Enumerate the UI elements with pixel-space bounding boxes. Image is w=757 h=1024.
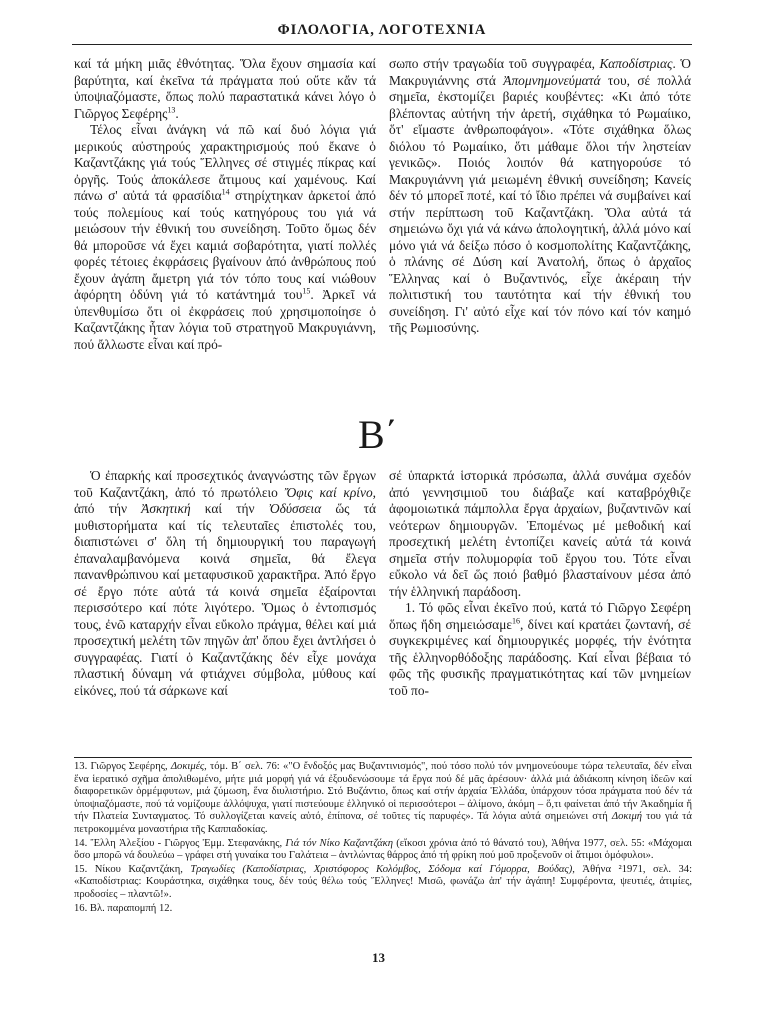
section-heading: Β΄: [358, 412, 398, 457]
paragraph: [389, 600, 691, 699]
italic-title: Καποδίστριας: [599, 56, 673, 71]
footnote-14: [74, 838, 692, 863]
footnote-16: 16. Βλ. παραπομπή 12.: [74, 902, 173, 914]
column-top-right: [389, 56, 691, 337]
footnote-ref: 16: [512, 616, 520, 626]
paragraph: [74, 122, 376, 353]
footnote-13: [74, 761, 692, 837]
text-run: σωπο στήν τραγωδία τοῦ συγγραφέα,: [389, 56, 600, 71]
column-top-left: [74, 56, 376, 353]
text-run: , Ἀθήνα ²1971, σελ. 34: «Καποδίστριας: Κουράστηκα, σιχάθηκα τους, δέν τούς θέλω τούς Ἕλληνες! Μισῶ, φωνάζω ἀπ' τήν ἀγάπη! Συμφέροντα, ψευτιές, ἀτιμίες, προδοσίες – πλαντῶ!».: [74, 863, 693, 900]
text-run: του, σέ πολλά σημεῖα, ἐκστομίζει βαριές κουβέντες: «Κι ἀπό τότε βλέποντας αὐτήνη τήν ἀρετή, σιχάθηκα τό Ρωμαίικο, ὅτ' εἴμαστε ἀνθρωποφάγοι». «Τότε σιχάθηκα ὅλως διόλου τό Ρωμαίικο, ὅτι μάθαμε ὅλοι τήν ληστείαν γενικῶς». Ποιός λοιπόν θά κατηγορούσε τό Μακρυγιάννη γιά μειωμένη ἐθνική συνείδηση; Κανείς δέν τό μπορεῖ ποτέ, καί τό ἴδιο πρέπει νά συμβαίνει καί στήν περίπτωση τοῦ Καζαντζάκη. Ὅλα αὐτά τά σημειώνω ὄχι γιά νά κάνω ἀπολογητική, ἀλλά μόνο καί μόνο γιά νά δείξω πόσο ὁ κοσμοπολίτης Καζαντζάκης, ὁ πλάνης σέ Δύση καί Ἀνατολή, ὅπως ὁ ἀρχαῖος Ἕλληνας καί ὁ Βυζαντινός, εἶχε ἀκέραιη τήν πολιτιστική του ταυτότητα καί τήν ἐθνική του συνείδηση. Γι' αὐτό εἶχε καί τόν πόνο καί τόν καημό τῆς Ρωμιοσύνης.: [389, 72, 691, 335]
footnote-rule: [74, 757, 692, 758]
italic-title: Ὀδύσσεια: [268, 501, 322, 516]
italic-title: Δοκιμές: [170, 761, 205, 772]
text-run: . Ὁ Μακρυγιάννης στά: [389, 56, 691, 88]
paragraph: σέ ὑπαρκτά ἱστορικά πρόσωπα, ἀλλά συνάμα σχεδόν ἀπό γεννησιμιοῦ του διάβαζε καί καταβρόχθιζε ἀφομοιωτικά πάμπολλα ἔργα ἀρχαίων, βυζαντινῶν καί νεότερων δημιουργῶν. Ἑπομένως μέ μεθοδική καί προσεχτική μελέτη ἐντοπίζει κανείς αὐτά τά κοινά σημεῖα στήν πολυμορφία τοῦ ἔργου του. Τότε εἶναι εὔκολο νά δεῖ ὥς ποιό βαθμό βλασταίνουν μέσα ἀπό τήν ἑλληνική παράδοση.: [389, 468, 691, 599]
footnotes: [74, 761, 692, 916]
italic-title: Ὄφις καί κρίνο: [284, 484, 373, 500]
running-header: ΦΙΛΟΛΟΓΙΑ, ΛΟΓΟΤΕΧΝΙΑ: [277, 22, 487, 38]
italic-title: Γιά τόν Νίκο Καζαντζάκη: [285, 837, 393, 849]
footnote-ref: 14: [221, 187, 230, 197]
paragraph: [389, 56, 691, 337]
text-run: Ὁ ἐπαρκής καί προσεχτικός ἀναγνώστης τῶν ἔργων τοῦ Καζαντζάκη, ἀπό τό πρωτόλειο: [74, 468, 376, 500]
text-run: 14. Ἔλλη Ἀλεξίου - Γιῶργος Ἐμμ. Στεφανάκης,: [74, 837, 286, 849]
text-run: 13. Γιῶργος Σεφέρης,: [74, 761, 171, 772]
text-run: ὥς τά μυθιστορήματα καί τίς τελευταῖες ἐπιστολές του, διαπιστώνει σ' ὅλη τή δημιουργική του παραγωγή ἐπαναλαμβανόμενα κοινά σημεῖα, θά ἔλεγα πανανθρώπινου καί μεταφυσικοῦ χαρακτῆρα. Ἀπό ἔργο σέ ἔργο πότε αὐτά τά κοινά σημεῖα ἐξαίρονται περισσότερο καί πότε λιγότερο. Ὅμως ὁ ἐντοπισμός τους, ἐνῶ καταρχήν εἶναι εὔκολο πράγμα, θέλει καί μιά προσεχτική μελέτη τῶν πηγῶν ἀπ' ὅπου ἔχει ἀντλήσει ὁ συγγραφέας. Γιατί ὁ Καζαντζάκης δέν εἶχε μονάχα πλαστική δύναμη νά φτιάχνει σύμβολα, μύθους καί εἰκόνες, πού τά σάρκωνε καί: [74, 501, 376, 698]
page-number: 13: [372, 950, 385, 965]
text-run: , τόμ. Β΄ σελ. 76: «"Ο ἔνδοξός μας Βυζαντινισμός", πού τόσο πολύ τόν μνημονεύουμε τώρα τελευταῖα, δέν εἶναι ἕνα ἱερατικό σχῆμα ἀπολιθωμένο, μήτε μιά μορφή γιά νά ἐξουδενώσουμε τά ἔργα πού δέ μᾶς ἀρέσουν· ἀλλά μιά ἀδιάκοπη κίνηση ἰδεῶν καί διαφορετικῶν ὁρμέμφυτων, μιά ζύμωση, ἕνα διυλιστήριο. Στό Βυζάντιο, ὅπως καί στήν ἀρχαία Ἑλλάδα, ὑπάρχουν τόσα πράγματα πού δέν τά ὑποψιαζόμαστε, πού τά νομίζουμε ἀλλόψυχα, γιατί πιστεύουμε ἑλληνικό οἱ περισσότεροι – ἀλίμονο, ἀκόμη – ὅ,τι φαίνεται ἀπό τήν Ἀκαδημία ἤ τήν Πλατεία Συνταγματος. Τό συλλογίζεται κανείς αὐτό, ἐπίπονα, σέ τοῦτες τίς παρυφές». Τά λόγια αὐτά σημειώνει στή: [74, 761, 692, 823]
header-rule: [72, 44, 692, 45]
italic-title: Δοκιμή: [611, 811, 643, 823]
text-run: , δίνει καί κρατάει ζωντανή, σέ συγκεκριμένες καί δημιουργικές μορφές, τήν ἑνότητα τῆς ἑλληνορθόδοξης παράδοσης. Καί εἶναι βέβαια τό φῶς τῆς φυσικῆς πραγματικότητας καί τῶν μνημείων τοῦ πο-: [389, 616, 691, 698]
text-run: .: [175, 105, 179, 121]
footnote-ref: 15: [302, 286, 311, 296]
footnote-ref: 13: [167, 105, 176, 115]
text-run: καί τά μήκη μιᾶς ἐθνότητας. Ὅλα ἔχουν σημασία καί βαρύτητα, καί ἐκεῖνα τά πράγματα πού οὔτε κἄν τά ὑποψιαζόμαστε, ὅπως πολύ παραστατικά κάνει λόγο ὁ Γιῶργος Σεφέρης: [74, 56, 376, 121]
text-run: του γιά τά πετροκομμένα μοναστήρια τῆς Καππαδοκίας.: [74, 811, 692, 835]
text-run: . Ἀρκεῖ νά ὑπενθυμίσω ὅτι οἱ ἐκφράσεις πού χρησιμοποίησε ὁ Καζαντζάκης ἦταν λόγια τοῦ στρατηγοῦ Μακρυγιάννη, πού ἄλλωστε εἶναι καί πρό-: [74, 287, 376, 352]
italic-title: Τραγωδίες (Καποδίστριας, Χριστόφορος Κολόμβος, Σόδομα καί Γόμορρα, Βούδας): [190, 863, 573, 875]
text-run: 15. Νίκου Καζαντζάκη,: [74, 863, 191, 875]
paragraph: [74, 468, 376, 699]
text-run: Τέλος εἶναι ἀνάγκη νά πῶ καί δυό λόγια γιά μερικούς αὐστηρούς χαρακτηρισμούς πού ἔκανε ὁ Καζαντζάκης γιά τούς Ἕλληνες σέ στιγμές πίκρας καί ὀργῆς. Τούς ἀποκάλεσε ἄτιμους καί χαμένους. Καί πάνω σ' αὐτά τά φρασίδια: [74, 122, 376, 203]
text-run: (εἴκοσι χρόνια ἀπό τό θάνατό του), Ἀθήνα 1977, σελ. 55: «Μάχομαι ὅσο μπορῶ νά δουλεύω – γράφει στή γυναίκα του Γαλάτεια – ἀντλώντας θάρρος ἀπό τή φρίκη πού μοῦ προξενοῦν οἱ ἄτιμοι ὁμόφυλοι».: [74, 837, 692, 862]
column-bottom-left: [74, 468, 376, 699]
paragraph: [74, 56, 376, 122]
text-run: στηρίχτηκαν ἀρκετοί ἀπό τούς πολεμίους καί τούς κατηγόρους του γιά νά μειώσουν τήν ἐθνική του συνείδηση. Τοῦτο ὅμως δέν θά μποροῦσε νά ἔχει καμιά σοβαρότητα, γιατί πολλές φορές τέτοιες ἐκφράσεις βγαίνουν ἀπό ἀνθρώπους πού ἔχουν ἀγάπη ἄμετρη γιά τόν τόπο τους καί νιώθουν ἀφόρητη ὀδύνη γιά τό κατάντημά του: [74, 188, 376, 302]
text-run: καί τήν: [190, 501, 269, 516]
text-run: , ἀπό τήν: [74, 484, 376, 516]
italic-title: Ἀπομνημονεύματά: [503, 72, 601, 88]
text-run: 1. Τό φῶς εἶναι ἐκεῖνο πού, κατά τό Γιῶργο Σεφέρη ὅπως ἤδη σημειώσαμε: [389, 600, 691, 632]
footnote-15: [74, 864, 692, 902]
column-bottom-right: [389, 468, 691, 699]
italic-title: Ἀσκητική: [141, 501, 191, 516]
